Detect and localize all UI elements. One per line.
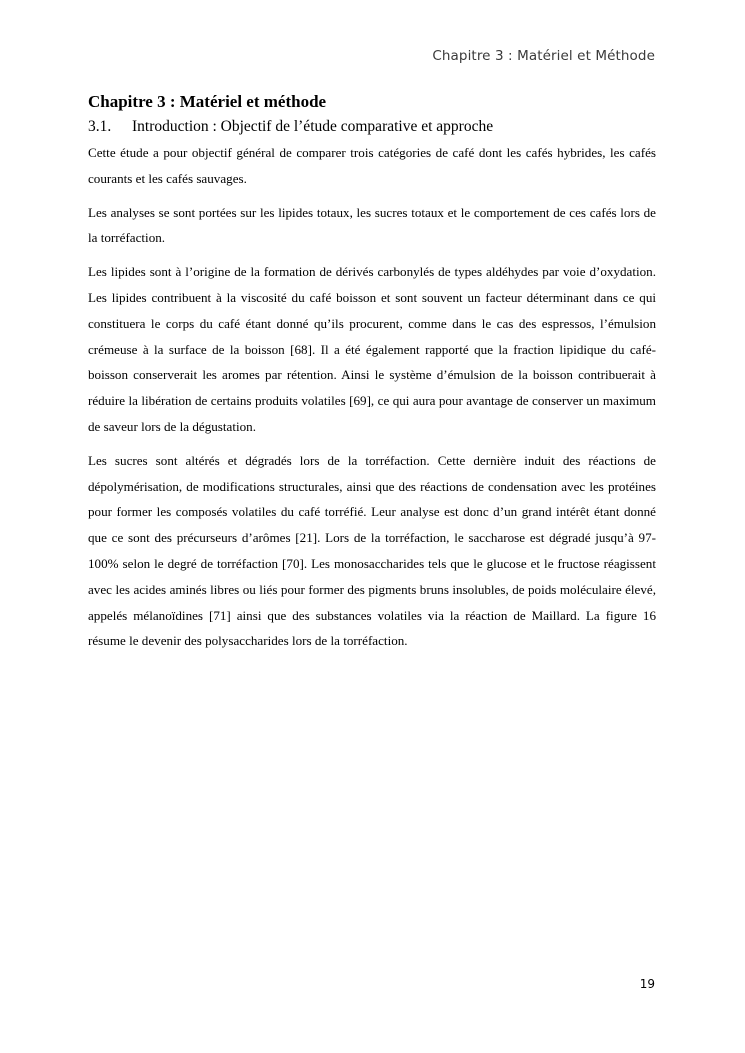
paragraph-lipids: Les lipides sont à l’origine de la formation de dérivés carbonylés de types aldéhydes par voie d’oxydation. Les lipides contribuent à la viscosité du café boisson et sont souvent un facteur déterminant dans ce qui constituera le corps du café étant donné qu’ils procurent, comme dans le cas des espressos, l’émulsion crémeuse à la surface de la boisson [68]. Il a été également rapporté que la fraction lipidique du café-boisson conserverait les aromes par rétention. Ainsi le système d’émulsion de la boisson contribuerait à réduire la libération de certains produits volatiles [69], ce qui aura pour avantage de conserver un maximum de saveur lors de la dégustation.	[88, 264, 656, 434]
running-header: Chapitre 3 : Matériel et Méthode	[432, 48, 655, 64]
page-content	[88, 92, 656, 662]
section-heading	[88, 118, 656, 136]
section-number: 3.1.	[88, 118, 112, 135]
paragraph-sugars: Les sucres sont altérés et dégradés lors de la torréfaction. Cette dernière induit des réactions de dépolymérisation, de modifications structurales, ainsi que des réactions de condensation avec les protéines pour former les composés volatiles du café torréfié. Leur analyse est donc d’un grand intérêt étant donné que ce sont des précurseurs d’arômes [21]. Lors de la torréfaction, le saccharose est dégradé jusqu’à 97-100% selon le degré de torréfaction [70]. Les monosaccharides tels que le glucose et le fructose réagissent avec les acides aminés libres ou liés pour former des pigments bruns insolubles, de poids moléculaire élevé, appelés mélanoïdines [71] ainsi que des substances volatiles via la réaction de Maillard. La figure 16 résume le devenir des polysaccharides lors de la torréfaction.	[88, 452, 656, 649]
chapter-title: Chapitre 3 : Matériel et méthode	[88, 92, 327, 111]
page-number: 19	[639, 977, 655, 991]
paragraph-objective: Cette étude a pour objectif général de comparer trois catégories de café dont les cafés hybrides, les cafés courants et les cafés sauvages.	[88, 145, 656, 186]
section-title: Introduction : Objectif de l’étude comparative et approche	[132, 118, 494, 135]
paragraph-analyses: Les analyses se sont portées sur les lipides totaux, les sucres totaux et le comportement de ces cafés lors de la torréfaction.	[88, 204, 656, 246]
